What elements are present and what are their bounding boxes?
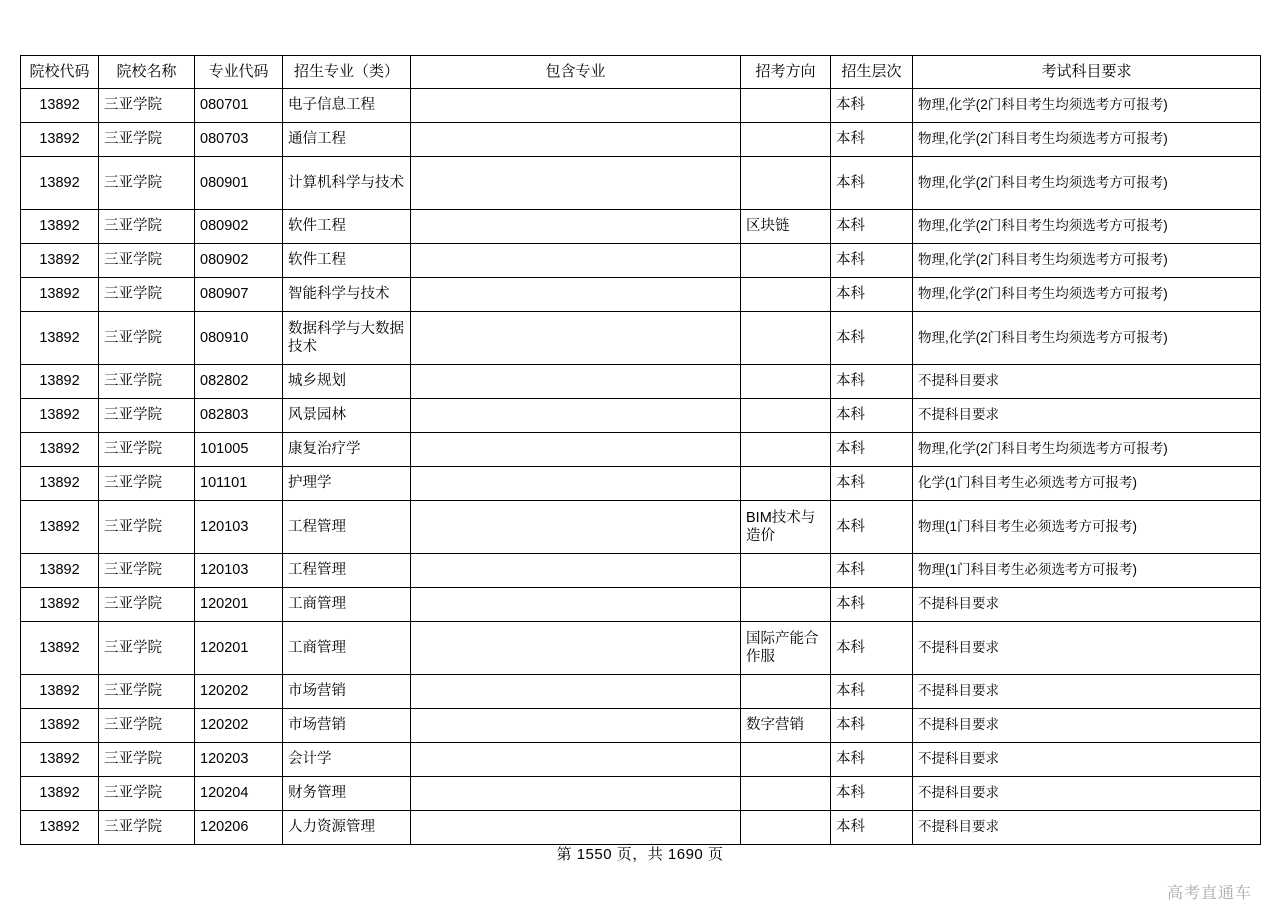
cell-school-name: 三亚学院: [99, 622, 195, 675]
cell-direction: [741, 244, 831, 278]
cell-major-code: 101101: [195, 467, 283, 501]
cell-school-code: 13892: [21, 588, 99, 622]
cell-major-name: 软件工程: [283, 210, 411, 244]
cell-major-code: 120103: [195, 501, 283, 554]
cell-contained-majors: [411, 467, 741, 501]
cell-school-name: 三亚学院: [99, 399, 195, 433]
table-row: [21, 777, 1261, 811]
cell-level: 本科: [831, 89, 913, 123]
cell-school-name: 三亚学院: [99, 433, 195, 467]
cell-direction: [741, 811, 831, 845]
cell-school-code: 13892: [21, 210, 99, 244]
cell-direction: [741, 743, 831, 777]
cell-school-name: 三亚学院: [99, 501, 195, 554]
cell-level: 本科: [831, 743, 913, 777]
cell-contained-majors: [411, 123, 741, 157]
table-row: [21, 743, 1261, 777]
cell-subject-requirement: 不提科目要求: [913, 588, 1261, 622]
cell-school-name: 三亚学院: [99, 123, 195, 157]
cell-subject-requirement: 物理,化学(2门科目考生均须选考方可报考): [913, 278, 1261, 312]
cell-major-name: 通信工程: [283, 123, 411, 157]
cell-level: 本科: [831, 777, 913, 811]
cell-subject-requirement: 不提科目要求: [913, 743, 1261, 777]
cell-major-code: 120103: [195, 554, 283, 588]
cell-direction: [741, 399, 831, 433]
cell-level: 本科: [831, 501, 913, 554]
major-requirements-table: [20, 55, 1261, 845]
cell-school-name: 三亚学院: [99, 588, 195, 622]
cell-contained-majors: [411, 743, 741, 777]
cell-direction: [741, 588, 831, 622]
header-major-code: 专业代码: [195, 56, 283, 89]
cell-major-code: 120201: [195, 622, 283, 675]
cell-major-name: 康复治疗学: [283, 433, 411, 467]
header-level: 招生层次: [831, 56, 913, 89]
cell-direction: [741, 467, 831, 501]
cell-major-name: 风景园林: [283, 399, 411, 433]
cell-contained-majors: [411, 157, 741, 210]
cell-direction: 国际产能合作服: [741, 622, 831, 675]
cell-school-name: 三亚学院: [99, 157, 195, 210]
cell-major-code: 080902: [195, 244, 283, 278]
cell-school-code: 13892: [21, 501, 99, 554]
cell-subject-requirement: 化学(1门科目考生必须选考方可报考): [913, 467, 1261, 501]
cell-school-name: 三亚学院: [99, 675, 195, 709]
cell-subject-requirement: 物理,化学(2门科目考生均须选考方可报考): [913, 210, 1261, 244]
cell-contained-majors: [411, 89, 741, 123]
cell-direction: [741, 123, 831, 157]
cell-school-code: 13892: [21, 244, 99, 278]
cell-school-name: 三亚学院: [99, 467, 195, 501]
cell-subject-requirement: 物理,化学(2门科目考生均须选考方可报考): [913, 89, 1261, 123]
cell-major-code: 101005: [195, 433, 283, 467]
cell-subject-requirement: 不提科目要求: [913, 399, 1261, 433]
cell-contained-majors: [411, 210, 741, 244]
cell-direction: [741, 312, 831, 365]
cell-school-code: 13892: [21, 743, 99, 777]
table-row: [21, 89, 1261, 123]
table-row: [21, 554, 1261, 588]
cell-direction: BIM技术与造价: [741, 501, 831, 554]
cell-school-name: 三亚学院: [99, 312, 195, 365]
table-row: [21, 709, 1261, 743]
cell-direction: [741, 89, 831, 123]
table-body: [21, 89, 1261, 845]
table-row: [21, 811, 1261, 845]
cell-contained-majors: [411, 365, 741, 399]
cell-major-name: 人力资源管理: [283, 811, 411, 845]
cell-major-name: 数据科学与大数据技术: [283, 312, 411, 365]
cell-school-name: 三亚学院: [99, 743, 195, 777]
cell-contained-majors: [411, 244, 741, 278]
table-row: [21, 675, 1261, 709]
cell-school-code: 13892: [21, 157, 99, 210]
cell-level: 本科: [831, 467, 913, 501]
cell-major-code: 120206: [195, 811, 283, 845]
header-school-code: 院校代码: [21, 56, 99, 89]
cell-direction: [741, 554, 831, 588]
cell-major-name: 财务管理: [283, 777, 411, 811]
cell-school-name: 三亚学院: [99, 811, 195, 845]
cell-direction: 区块链: [741, 210, 831, 244]
cell-subject-requirement: 不提科目要求: [913, 365, 1261, 399]
cell-school-name: 三亚学院: [99, 278, 195, 312]
cell-school-code: 13892: [21, 123, 99, 157]
cell-level: 本科: [831, 811, 913, 845]
cell-school-code: 13892: [21, 622, 99, 675]
table-row: [21, 588, 1261, 622]
cell-major-name: 软件工程: [283, 244, 411, 278]
table-row: [21, 123, 1261, 157]
page-footer: [0, 843, 1280, 864]
cell-subject-requirement: 不提科目要求: [913, 811, 1261, 845]
cell-subject-requirement: 物理,化学(2门科目考生均须选考方可报考): [913, 312, 1261, 365]
cell-contained-majors: [411, 433, 741, 467]
cell-level: 本科: [831, 365, 913, 399]
cell-level: 本科: [831, 588, 913, 622]
page-number-label: 第 1550 页，共 1690 页: [556, 846, 724, 863]
cell-major-name: 护理学: [283, 467, 411, 501]
cell-major-name: 工商管理: [283, 622, 411, 675]
cell-contained-majors: [411, 811, 741, 845]
table-row: [21, 244, 1261, 278]
cell-contained-majors: [411, 588, 741, 622]
cell-level: 本科: [831, 675, 913, 709]
cell-school-name: 三亚学院: [99, 365, 195, 399]
cell-major-code: 080910: [195, 312, 283, 365]
cell-school-name: 三亚学院: [99, 89, 195, 123]
cell-subject-requirement: 不提科目要求: [913, 777, 1261, 811]
table-row: [21, 312, 1261, 365]
cell-level: 本科: [831, 554, 913, 588]
table-row: [21, 622, 1261, 675]
table-header: [21, 56, 1261, 89]
header-direction: 招考方向: [741, 56, 831, 89]
cell-major-name: 电子信息工程: [283, 89, 411, 123]
cell-school-code: 13892: [21, 467, 99, 501]
table-row: [21, 501, 1261, 554]
cell-contained-majors: [411, 675, 741, 709]
cell-major-code: 082803: [195, 399, 283, 433]
cell-contained-majors: [411, 709, 741, 743]
cell-level: 本科: [831, 210, 913, 244]
cell-school-name: 三亚学院: [99, 709, 195, 743]
cell-school-name: 三亚学院: [99, 554, 195, 588]
cell-major-code: 120202: [195, 709, 283, 743]
cell-level: 本科: [831, 399, 913, 433]
cell-school-code: 13892: [21, 365, 99, 399]
cell-major-name: 会计学: [283, 743, 411, 777]
table-row: [21, 157, 1261, 210]
cell-subject-requirement: 物理,化学(2门科目考生均须选考方可报考): [913, 244, 1261, 278]
cell-major-code: 082802: [195, 365, 283, 399]
cell-major-name: 工程管理: [283, 501, 411, 554]
cell-school-code: 13892: [21, 811, 99, 845]
cell-school-name: 三亚学院: [99, 777, 195, 811]
cell-contained-majors: [411, 622, 741, 675]
cell-level: 本科: [831, 433, 913, 467]
cell-subject-requirement: 不提科目要求: [913, 675, 1261, 709]
cell-school-code: 13892: [21, 278, 99, 312]
cell-direction: [741, 675, 831, 709]
cell-school-code: 13892: [21, 312, 99, 365]
cell-major-name: 市场营销: [283, 709, 411, 743]
cell-direction: [741, 278, 831, 312]
table-row: [21, 365, 1261, 399]
cell-direction: [741, 433, 831, 467]
cell-subject-requirement: 不提科目要求: [913, 622, 1261, 675]
watermark-label: 高考直通车: [1166, 885, 1252, 902]
cell-direction: 数字营销: [741, 709, 831, 743]
cell-contained-majors: [411, 777, 741, 811]
table-row: [21, 210, 1261, 244]
cell-level: 本科: [831, 244, 913, 278]
cell-subject-requirement: 物理(1门科目考生必须选考方可报考): [913, 554, 1261, 588]
cell-major-code: 080902: [195, 210, 283, 244]
cell-school-code: 13892: [21, 89, 99, 123]
cell-major-name: 智能科学与技术: [283, 278, 411, 312]
cell-level: 本科: [831, 709, 913, 743]
cell-school-code: 13892: [21, 399, 99, 433]
cell-major-name: 工程管理: [283, 554, 411, 588]
cell-major-code: 080703: [195, 123, 283, 157]
cell-level: 本科: [831, 312, 913, 365]
cell-contained-majors: [411, 501, 741, 554]
cell-major-code: 120204: [195, 777, 283, 811]
cell-subject-requirement: 物理,化学(2门科目考生均须选考方可报考): [913, 157, 1261, 210]
table-row: [21, 433, 1261, 467]
cell-subject-requirement: 物理,化学(2门科目考生均须选考方可报考): [913, 123, 1261, 157]
cell-school-code: 13892: [21, 433, 99, 467]
cell-contained-majors: [411, 399, 741, 433]
table-row: [21, 467, 1261, 501]
table-row: [21, 278, 1261, 312]
table-header-row: [21, 56, 1261, 89]
cell-contained-majors: [411, 278, 741, 312]
cell-school-code: 13892: [21, 709, 99, 743]
cell-major-code: 120203: [195, 743, 283, 777]
table-row: [21, 399, 1261, 433]
cell-school-name: 三亚学院: [99, 210, 195, 244]
cell-school-code: 13892: [21, 675, 99, 709]
cell-direction: [741, 157, 831, 210]
cell-level: 本科: [831, 123, 913, 157]
cell-major-name: 市场营销: [283, 675, 411, 709]
header-subject-requirement: 考试科目要求: [913, 56, 1261, 89]
cell-school-code: 13892: [21, 777, 99, 811]
cell-major-code: 080907: [195, 278, 283, 312]
cell-major-code: 120201: [195, 588, 283, 622]
cell-subject-requirement: 物理(1门科目考生必须选考方可报考): [913, 501, 1261, 554]
cell-direction: [741, 777, 831, 811]
cell-major-name: 计算机科学与技术: [283, 157, 411, 210]
cell-school-name: 三亚学院: [99, 244, 195, 278]
header-major-name: 招生专业（类）: [283, 56, 411, 89]
cell-contained-majors: [411, 554, 741, 588]
cell-major-name: 城乡规划: [283, 365, 411, 399]
cell-contained-majors: [411, 312, 741, 365]
cell-level: 本科: [831, 622, 913, 675]
cell-level: 本科: [831, 278, 913, 312]
cell-major-code: 080701: [195, 89, 283, 123]
cell-direction: [741, 365, 831, 399]
header-school-name: 院校名称: [99, 56, 195, 89]
cell-level: 本科: [831, 157, 913, 210]
cell-major-code: 120202: [195, 675, 283, 709]
cell-major-code: 080901: [195, 157, 283, 210]
cell-subject-requirement: 物理,化学(2门科目考生均须选考方可报考): [913, 433, 1261, 467]
cell-school-code: 13892: [21, 554, 99, 588]
cell-major-name: 工商管理: [283, 588, 411, 622]
major-table-container: [20, 55, 1260, 845]
header-contained-majors: 包含专业: [411, 56, 741, 89]
cell-subject-requirement: 不提科目要求: [913, 709, 1261, 743]
